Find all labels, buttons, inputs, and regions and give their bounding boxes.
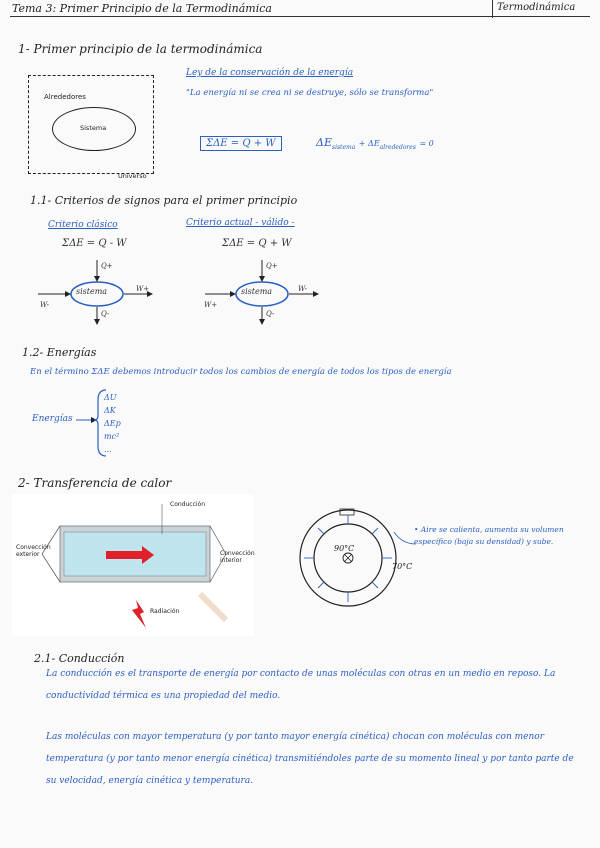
actual-q-plus: Q+ [266, 262, 278, 270]
ley-quote: "La energía ni se crea ni se destruye, sólo se transforma" [186, 88, 434, 98]
actual-sistema-label: sistema [241, 287, 273, 296]
section-2-1-heading: 2.1- Conducción [34, 652, 125, 665]
pipe-diagram [12, 494, 254, 636]
energias-list [104, 391, 144, 456]
actual-q-minus: Q- [266, 310, 275, 318]
energia-item: ΔU [104, 393, 117, 402]
delta-eq: = 0 [419, 139, 434, 148]
delta-sub-sistema: sistema [331, 144, 356, 152]
energia-item: ΔK [104, 406, 116, 415]
conduccion-paragraph-1: La conducción es el transporte de energía por contacto de unas moléculas con otras en un medio en reposo. La conductividad térmica es una propiedad del medio. [46, 669, 556, 701]
page-title: Tema 3: Primer Principio de la Termodinámica [12, 2, 272, 15]
actual-w-plus: W+ [204, 301, 218, 309]
header-underline [10, 16, 590, 17]
energias-text: En el término ΣΔE debemos introducir todos los cambios de energía de todos los tipos de energía [30, 367, 452, 377]
delta-e-sistema [316, 136, 434, 151]
energia-item: ... [104, 445, 112, 454]
section-1-1-heading: 1.1- Criterios de signos para el primer principio [30, 194, 298, 207]
conduccion-paragraph-2: Las moléculas con mayor temperatura (y por tanto mayor energía cinética) chocan con moléculas con menor temperatura (y por tanto menor energía cinética) transmitiéndoles parte de su momento lineal y por tanto parte de su velocidad, energía cinética y temperatura. [46, 732, 574, 786]
energy-formula-box: ΣΔE = Q + W [200, 136, 282, 151]
delta-sub-alrededores: alrededores [379, 144, 416, 152]
criterio-actual-title: Criterio actual - válido - [186, 218, 295, 228]
classic-sistema-label: sistema [76, 287, 108, 296]
sistema-label: Sistema [80, 124, 107, 132]
section-2-heading: 2- Transferencia de calor [18, 476, 172, 490]
conveccion-exterior-label: Convección exterior [16, 544, 51, 558]
heat-transfer-figure [12, 494, 254, 636]
classic-q-plus: Q+ [101, 262, 113, 270]
universo-label: Universo [118, 172, 147, 180]
criterio-clasico-title: Criterio clásico [48, 220, 118, 230]
alrededores-label: Alrededores [44, 93, 86, 101]
section-1-heading: 1- Primer principio de la termodinámica [18, 42, 263, 56]
classic-w-plus: W+ [136, 285, 150, 293]
inner-temperature: 90°C [334, 544, 355, 553]
tank-diagram [296, 506, 400, 610]
outer-temperature: 70°C [392, 562, 413, 571]
air-note: • Aire se calienta, aumenta su volumen específico (baja su densidad) y sube. [414, 525, 564, 546]
classic-w-minus: W- [40, 301, 50, 309]
delta-plus: + ΔE [358, 139, 380, 148]
energias-label: Energías [32, 414, 73, 424]
radiation-bolt-icon [132, 600, 146, 628]
energia-item: mc² [104, 432, 120, 441]
criterio-actual-formula: ΣΔE = Q + W [222, 238, 292, 249]
actual-w-minus: W- [298, 285, 308, 293]
delta-prefix: ΔE [316, 136, 332, 149]
criterio-clasico-formula: ΣΔE = Q - W [62, 238, 127, 249]
subject-label: Termodinámica [497, 2, 576, 13]
conduccion-label: Conducción [170, 501, 206, 508]
energia-item: ΔEp [104, 419, 121, 428]
section-1-2-heading: 1.2- Energías [22, 346, 97, 359]
classic-q-minus: Q- [101, 310, 110, 318]
conveccion-interior-label: Convección interior [220, 550, 255, 564]
ley-title: Ley de la conservación de la energía [186, 68, 354, 78]
radiacion-label: Radiación [150, 608, 180, 615]
